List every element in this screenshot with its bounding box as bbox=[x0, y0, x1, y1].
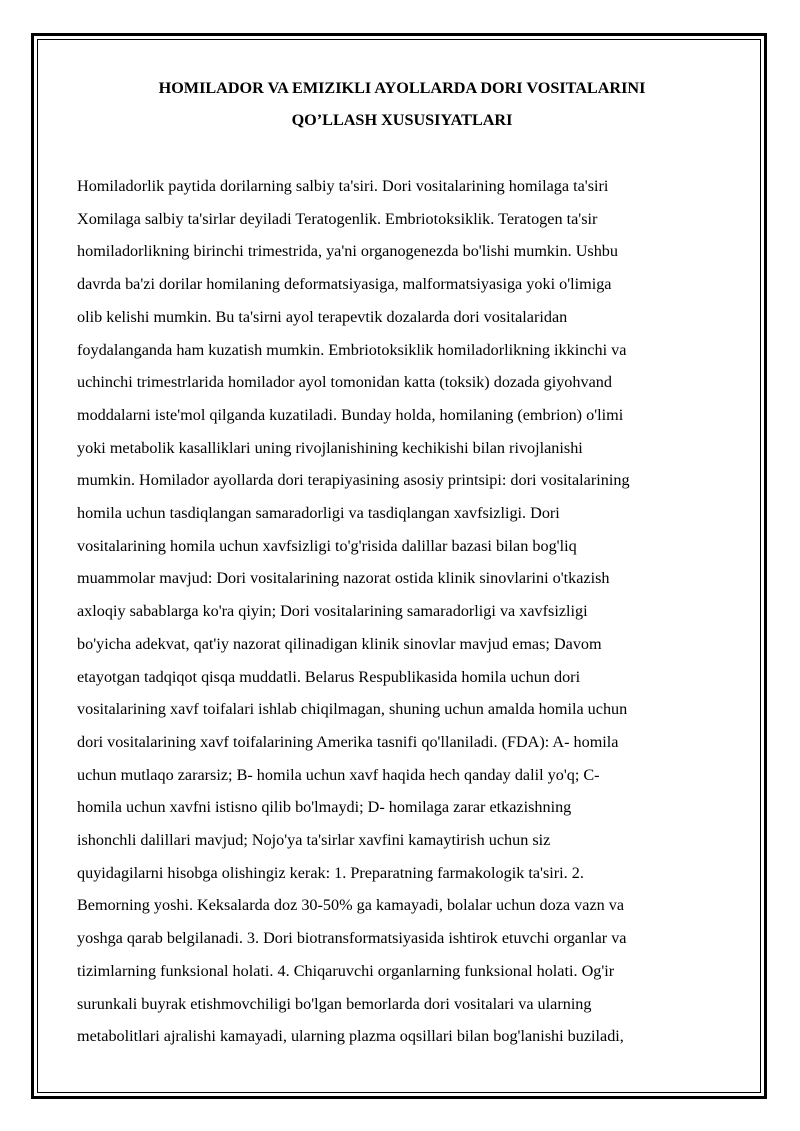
body-line: dori vositalarining xavf toifalarining Amerika tasnifi qo'llaniladi. (FDA): A- homila bbox=[77, 732, 619, 751]
document-body bbox=[77, 170, 727, 1053]
body-line: homila uchun tasdiqlangan samaradorligi va tasdiqlangan xavfsizligi. Dori bbox=[77, 504, 560, 523]
body-line: yoshga qarab belgilanadi. 3. Dori biotransformatsiyasida ishtirok etuvchi organlar va bbox=[77, 929, 627, 948]
body-line: homila uchun xavfni istisno qilib bo'lmaydi; D- homilaga zarar etkazishning bbox=[77, 798, 572, 817]
body-line: yoki metabolik kasalliklari uning rivojlanishining kechikishi bilan rivojlanishi bbox=[77, 438, 583, 457]
body-line: tizimlarning funksional holati. 4. Chiqaruvchi organlarning funksional holati. Og'ir bbox=[77, 961, 615, 980]
body-line: ishonchli dalillari mavjud; Nojo'ya ta'sirlar xavfini kamaytirish uchun siz bbox=[77, 831, 551, 850]
body-line: homiladorlikning birinchi trimestrida, ya'ni organogenezda bo'lishi mumkin. Ushbu bbox=[77, 242, 618, 261]
body-line: uchinchi trimestrlarida homilador ayol tomonidan katta (toksik) dozada giyohvand bbox=[77, 373, 612, 392]
body-line: olib kelishi mumkin. Bu ta'sirni ayol terapevtik dozalarda dori vositalaridan bbox=[77, 307, 568, 326]
document-title bbox=[77, 72, 727, 136]
body-line: surunkali buyrak etishmovchiligi bo'lgan bemorlarda dori vositalari va ularning bbox=[77, 994, 592, 1013]
title-line: HOMILADOR VA EMIZIKLI AYOLLARDA DORI VOSITALARINI bbox=[158, 79, 646, 97]
body-line: Homiladorlik paytida dorilarning salbiy ta'siri. Dori vositalarining homilaga ta'siri bbox=[77, 177, 609, 195]
body-line: Bemorning yoshi. Keksalarda doz 30-50% ga kamayadi, bolalar uchun doza vazn va bbox=[77, 896, 625, 915]
body-line: davrda ba'zi dorilar homilaning deformatsiyasiga, malformatsiyasiga yoki o'limiga bbox=[77, 275, 612, 294]
body-line: quyidagilarni hisobga olishingiz kerak: 1. Preparatning farmakologik ta'siri. 2. bbox=[77, 863, 584, 882]
document-content bbox=[77, 72, 727, 1053]
body-line: metabolitlari ajralishi kamayadi, ularning plazma oqsillari bilan bog'lanishi buziladi, bbox=[77, 1027, 624, 1046]
body-line: uchun mutlaqo zararsiz; B- homila uchun xavf haqida hech qanday dalil yo'q; C- bbox=[77, 765, 600, 784]
body-line: Xomilaga salbiy ta'sirlar deyiladi Teratogenlik. Embriotoksiklik. Teratogen ta'sir bbox=[77, 209, 598, 228]
body-line: mumkin. Homilador ayollarda dori terapiyasining asosiy printsipi: dori vositalarining bbox=[77, 471, 630, 490]
body-line: muammolar mavjud: Dori vositalarining nazorat ostida klinik sinovlarini o'tkazish bbox=[77, 569, 610, 588]
body-line: vositalarining xavf toifalari ishlab chiqilmagan, shuning uchun amalda homila uchun bbox=[77, 700, 628, 719]
body-line: vositalarining homila uchun xavfsizligi to'g'risida dalillar bazasi bilan bog'liq bbox=[77, 536, 577, 555]
title-line: QO’LLASH XUSUSIYATLARI bbox=[291, 111, 513, 129]
body-line: bo'yicha adekvat, qat'iy nazorat qilinadigan klinik sinovlar mavjud emas; Davom bbox=[77, 634, 602, 653]
body-line: foydalanganda ham kuzatish mumkin. Embriotoksiklik homiladorlikning ikkinchi va bbox=[77, 340, 627, 359]
body-line: etayotgan tadqiqot qisqa muddatli. Belarus Respublikasida homila uchun dori bbox=[77, 667, 581, 686]
body-line: moddalarni iste'mol qilganda kuzatiladi. Bunday holda, homilaning (embrion) o'limi bbox=[77, 405, 624, 424]
body-line: axloqiy sabablarga ko'ra qiyin; Dori vositalarining samaradorligi va xavfsizligi bbox=[77, 602, 588, 621]
